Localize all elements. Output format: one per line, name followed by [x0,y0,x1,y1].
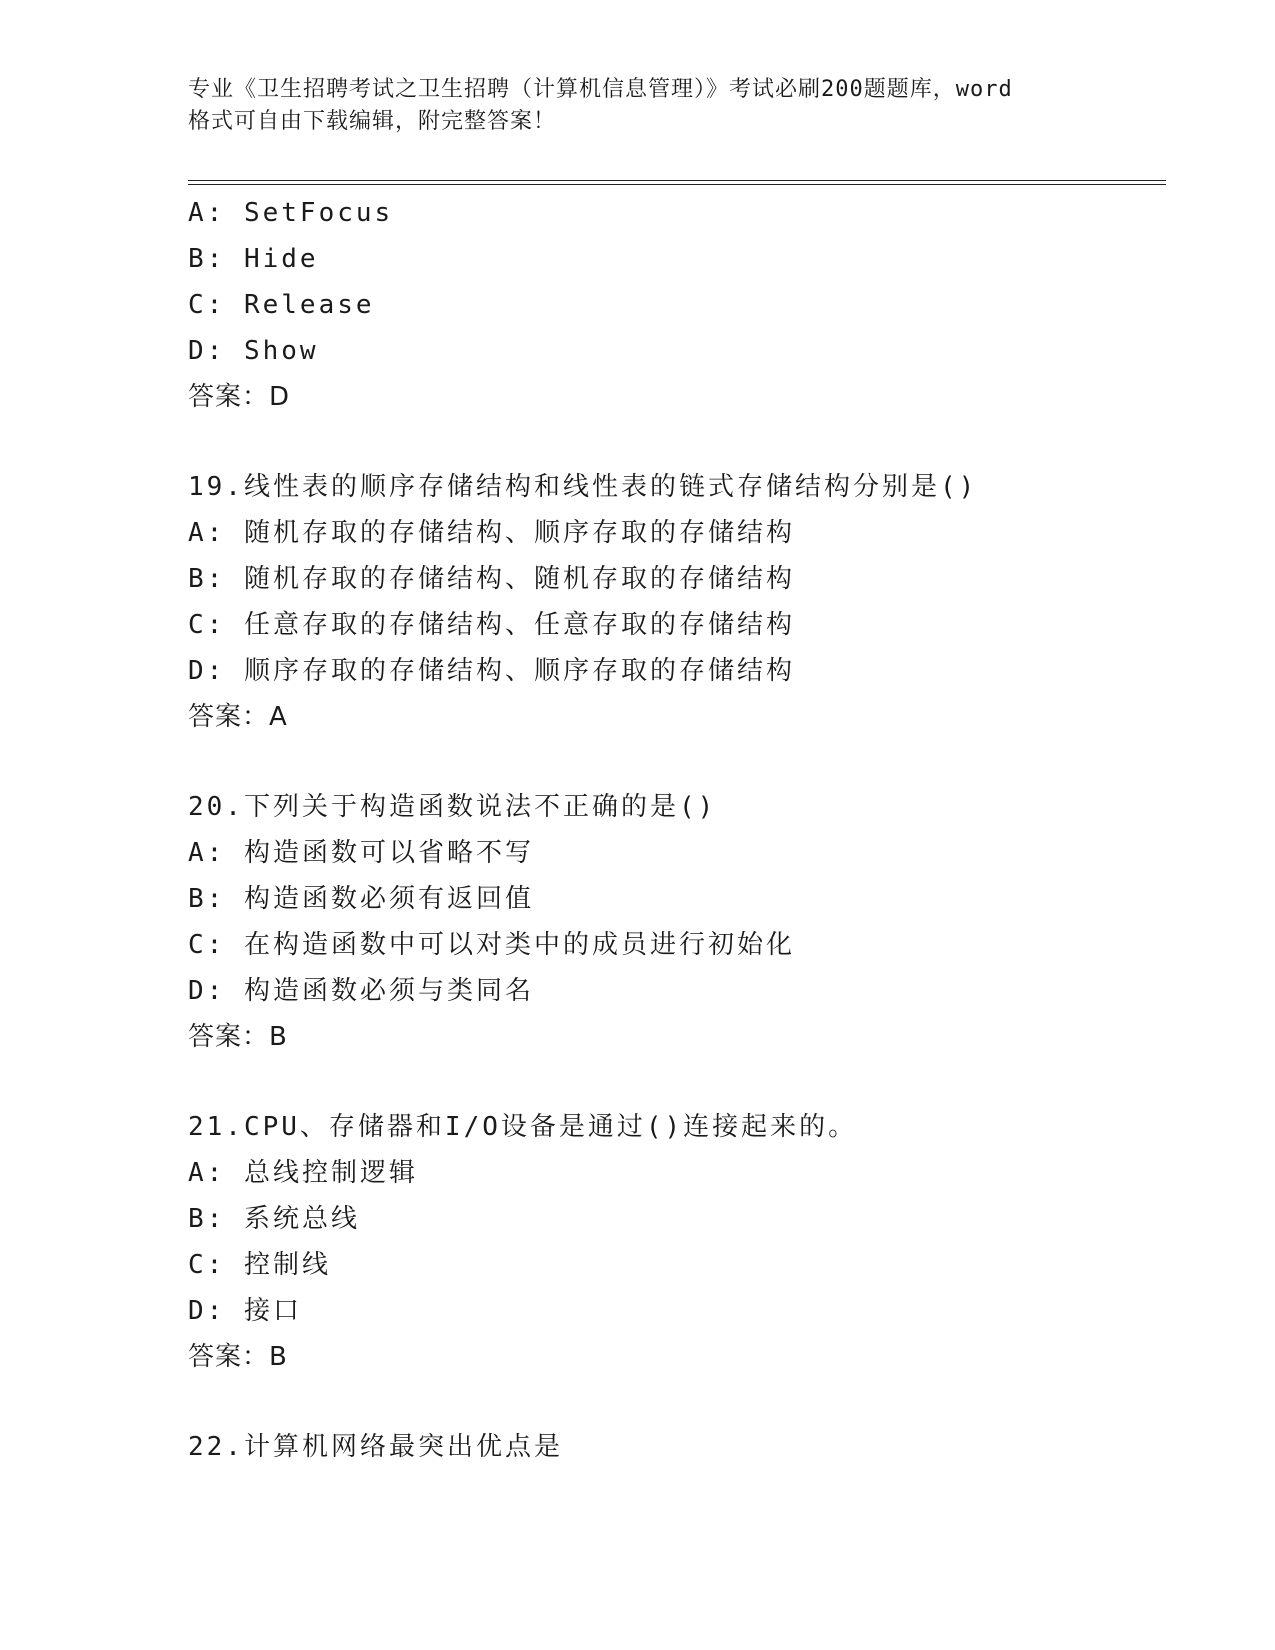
option-d: D: 构造函数必须与类同名 [188,976,534,1006]
option-b: B: 构造函数必须有返回值 [188,884,534,914]
option-b: B: 系统总线 [188,1204,360,1234]
question-block-21 [188,1104,1168,1380]
answer-text: 答案：A [188,702,288,732]
answer-text: 答案：D [188,382,291,412]
answer-text: 答案：B [188,1022,288,1052]
option-b: B: Hide [188,244,319,274]
question-text: 20.下列关于构造函数说法不正确的是() [188,792,717,822]
question-block-18 [188,190,1168,420]
option-a: A: 构造函数可以省略不写 [188,838,534,868]
header-line-2: 格式可自由下载编辑，附完整答案！ [188,109,557,134]
spacer [188,1060,1168,1104]
option-a: A: 总线控制逻辑 [188,1158,418,1188]
header-line-1: 专业《卫生招聘考试之卫生招聘（计算机信息管理）》考试必刷200题题库，word [188,77,1013,102]
option-c: C: 在构造函数中可以对类中的成员进行初始化 [188,930,795,960]
question-block-19 [188,464,1168,740]
option-d: D: Show [188,336,319,366]
spacer [188,420,1168,464]
question-text: 22.计算机网络最突出优点是 [188,1432,563,1462]
question-text: 21.CPU、存储器和I/O设备是通过()连接起来的。 [188,1112,858,1142]
option-c: C: 任意存取的存储结构、任意存取的存储结构 [188,610,795,640]
question-block-22 [188,1424,1168,1470]
option-a: A: SetFocus [188,198,394,228]
option-c: C: 控制线 [188,1250,331,1280]
question-block-20 [188,784,1168,1060]
spacer [188,1380,1168,1424]
option-a: A: 随机存取的存储结构、顺序存取的存储结构 [188,518,795,548]
answer-text: 答案：B [188,1342,288,1372]
option-c: C: Release [188,290,375,320]
option-b: B: 随机存取的存储结构、随机存取的存储结构 [188,564,795,594]
document-header [188,74,1108,138]
option-d: D: 接口 [188,1296,302,1326]
option-d: D: 顺序存取的存储结构、顺序存取的存储结构 [188,656,795,686]
spacer [188,740,1168,784]
header-divider [188,180,1166,185]
document-body [188,190,1168,1470]
question-text: 19.线性表的顺序存储结构和线性表的链式存储结构分别是() [188,472,978,502]
